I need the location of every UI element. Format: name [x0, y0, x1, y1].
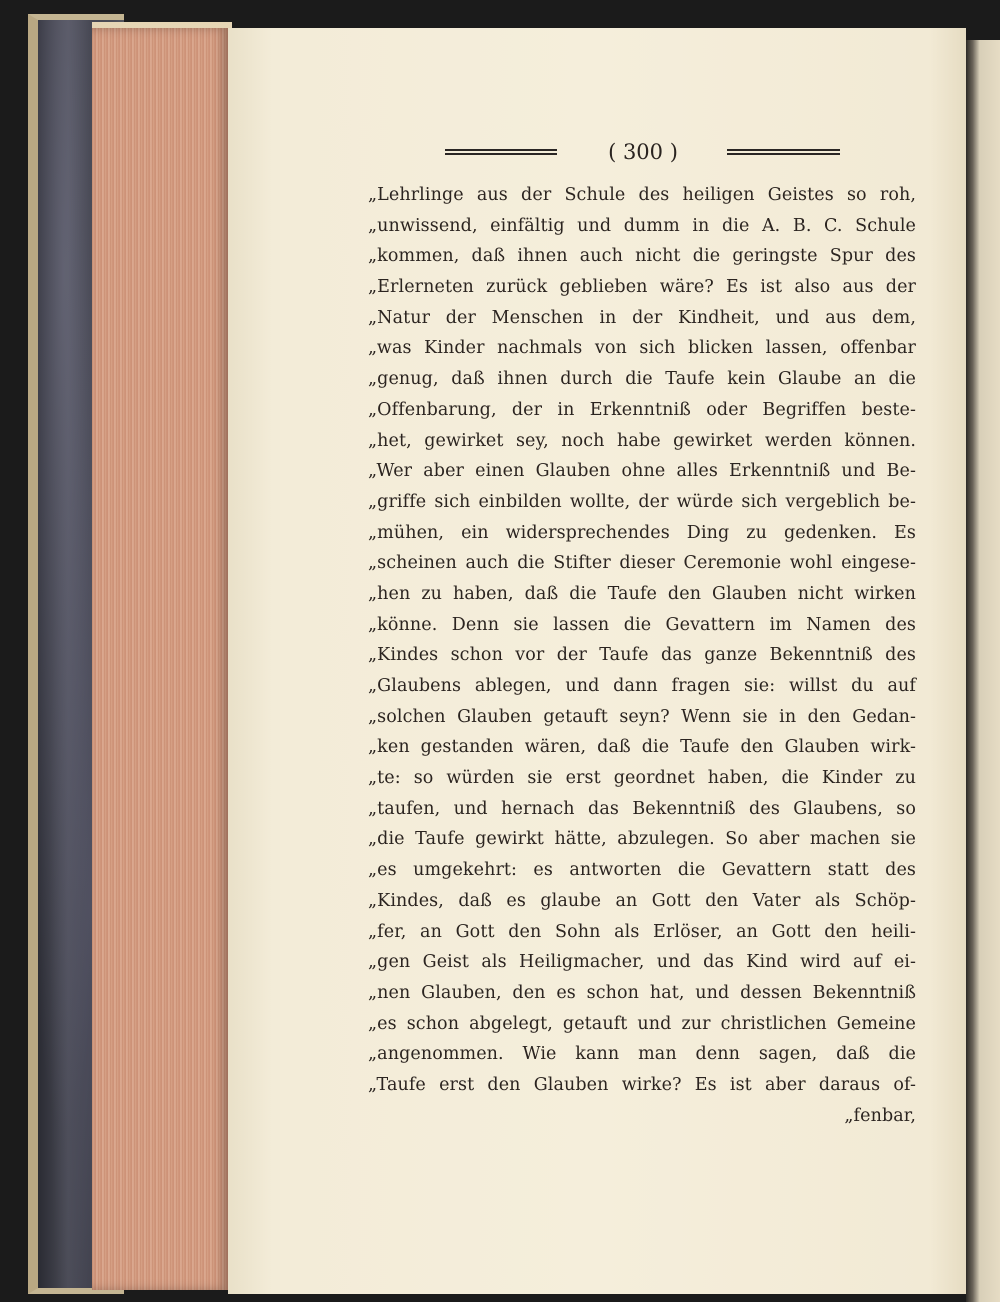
page-number: ( 300 ) [608, 140, 678, 164]
facing-page-edge [966, 40, 1000, 1302]
text-line: „ken gestanden wären, daß die Taufe den Glauben wirk- [368, 737, 916, 758]
text-line: „Offenbarung, der in Erkenntniß oder Begriffen beste- [368, 399, 916, 420]
text-line: „was Kinder nachmals von sich blicken lassen, offenbar [368, 338, 916, 359]
text-line: „te: so würden sie erst geordnet haben, die Kinder zu [368, 768, 916, 789]
text-line: „Lehrlinge aus der Schule des heiligen Geistes so roh, [368, 185, 916, 205]
text-line: „Glaubens ablegen, und dann fragen sie: willst du auf [368, 676, 916, 696]
text-line: „Taufe erst den Glauben wirke? Es ist aber daraus of- [368, 1074, 916, 1095]
text-line: „hen zu haben, daß die Taufe den Glauben nicht wirken [368, 583, 916, 604]
text-line: „es schon abgelegt, getauft und zur christlichen Gemeine [368, 1013, 916, 1034]
text-line: „könne. Denn sie lassen die Gevattern im Namen des [368, 614, 916, 635]
text-line: „Natur der Menschen in der Kindheit, und aus dem, [368, 307, 916, 328]
text-line: „het, gewirket sey, noch habe gewirket werden können. [368, 430, 916, 451]
header-rule-left [445, 149, 557, 155]
text-line: „taufen, und hernach das Bekenntniß des Glaubens, so [368, 798, 916, 819]
page-body-text [368, 180, 916, 1131]
text-line: „Kindes, daß es glaube an Gott den Vater als Schöp- [368, 890, 916, 911]
text-line: „fer, an Gott den Sohn als Erlöser, an Gott den heili- [368, 921, 916, 942]
text-line: „die Taufe gewirkt hätte, abzulegen. So aber machen sie [368, 829, 916, 850]
page-header [445, 140, 840, 164]
text-line: „kommen, daß ihnen auch nicht die geringste Spur des [368, 246, 916, 267]
text-line: „gen Geist als Heiligmacher, und das Kind wird auf ei- [368, 952, 916, 973]
page-fore-edge [92, 28, 228, 1290]
text-line: „scheinen auch die Stifter dieser Ceremonie wohl eingese- [368, 553, 916, 574]
text-line: „solchen Glauben getauft seyn? Wenn sie in den Gedan- [368, 706, 916, 727]
header-rule-right [727, 149, 840, 155]
text-line: „Kindes schon vor der Taufe das ganze Bekenntniß des [368, 645, 916, 666]
text-line: „angenommen. Wie kann man denn sagen, daß die [368, 1044, 916, 1065]
text-line: „mühen, ein widersprechendes Ding zu gedenken. Es [368, 522, 916, 543]
text-line: „Wer aber einen Glauben ohne alles Erkenntniß und Be- [368, 461, 916, 482]
text-line: „unwissend, einfältig und dumm in die A. B. C. Schule [368, 215, 916, 236]
text-line: „griffe sich einbilden wollte, der würde sich vergeblich be- [368, 491, 916, 512]
text-line: „Erlerneten zurück geblieben wäre? Es ist also aus der [368, 277, 916, 298]
catchword: „fenbar, [844, 1105, 916, 1126]
text-line: „es umgekehrt: es antworten die Gevattern statt des [368, 860, 916, 881]
text-line: „nen Glauben, den es schon hat, und dessen Bekenntniß [368, 982, 916, 1003]
text-line: „genug, daß ihnen durch die Taufe kein Glaube an die [368, 369, 916, 390]
